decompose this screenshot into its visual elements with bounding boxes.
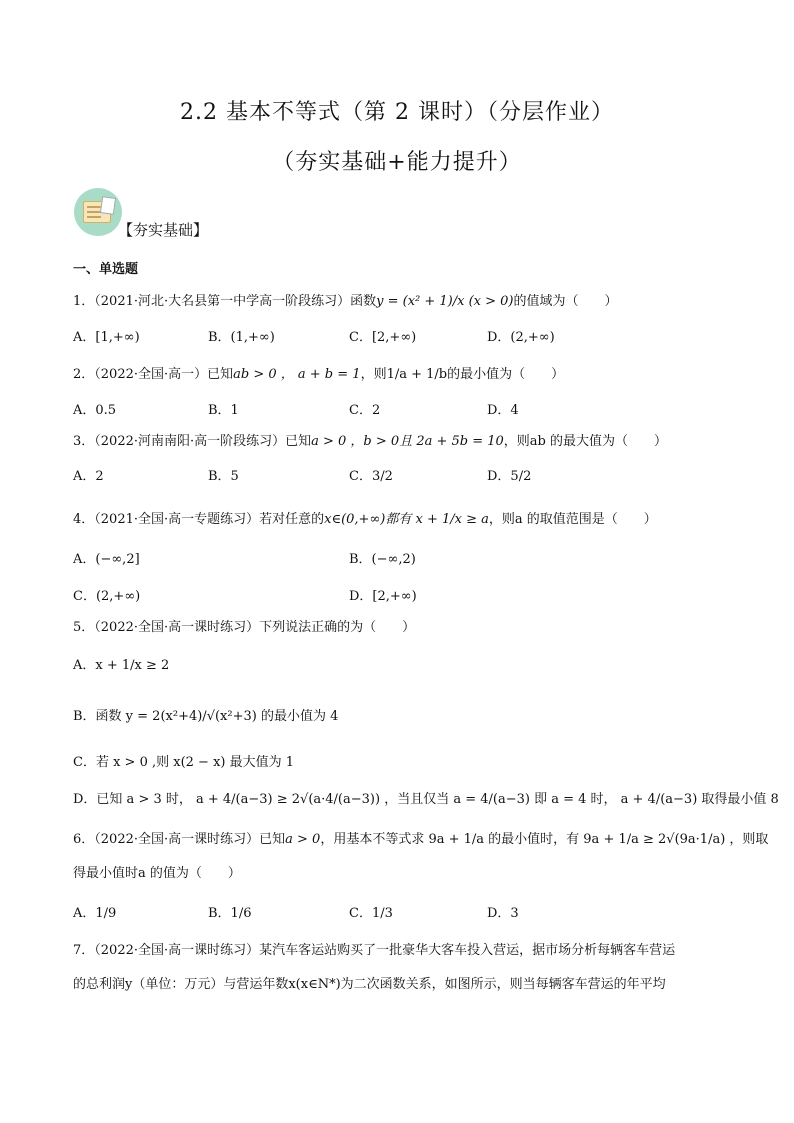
option-b: B．(−∞,2) — [349, 552, 416, 567]
question-2 — [73, 363, 564, 382]
math-expression: a > 0 — [285, 832, 321, 847]
math-expression: a > 0 ，b > 0且 2a + 5b = 10 — [311, 434, 504, 449]
question-6 — [73, 828, 768, 847]
option-c: C．1/3 — [349, 906, 393, 921]
option-d: D．(2,+∞) — [487, 330, 555, 345]
question-7-continued — [73, 973, 666, 992]
option-a: A．x + 1/x ≥ 2 — [73, 658, 170, 673]
question-1 — [73, 290, 618, 309]
math-expression: ab > 0 ， a + b = 1 — [233, 367, 361, 382]
section-heading: 一、单选题 — [73, 262, 139, 277]
question-text: ，则a 的取值范围是（ ） — [488, 512, 657, 527]
question-text: 4．（2021·全国·高一专题练习）若对任意的 — [73, 512, 325, 527]
notebook-icon — [74, 188, 122, 236]
option-a: A．2 — [73, 469, 104, 484]
option-d: D．5/2 — [487, 469, 532, 484]
option-c: C．(2,+∞) — [73, 589, 141, 604]
question-text: ，则ab 的最大值为（ ） — [503, 434, 668, 449]
paper-icon-part — [100, 196, 116, 215]
math-expression: y = (x² + 1)/x (x > 0) — [376, 294, 514, 309]
option-b: B．函数 y = 2(x²+4)/√(x²+3) 的最小值为 4 — [73, 709, 339, 724]
question-text: ，则1/a + 1/b的最小值为（ ） — [360, 367, 565, 382]
option-b: B．1 — [208, 403, 239, 418]
question-text: 5．（2022·全国·高一课时练习）下列说法正确的为（ ） — [73, 620, 416, 635]
math-expression: x∈(0,+∞)都有 x + 1/x ≥ a — [324, 512, 489, 527]
option-a: A．1/9 — [73, 906, 117, 921]
option-d: D．4 — [487, 403, 519, 418]
section-label: 【夯实基础】 — [118, 221, 209, 239]
option-b: B．1/6 — [208, 906, 252, 921]
question-text: 1．（2021·河北·大名县第一中学高一阶段练习）函数 — [73, 294, 377, 309]
document-subtitle: （夯实基础+能力提升） — [272, 150, 522, 175]
option-c: C．2 — [349, 403, 381, 418]
question-text: 的总利润y（单位：万元）与营运年数x(x∈N*)为二次函数关系，如图所示，则当每辆客车营运的年平均 — [73, 977, 666, 992]
question-text: 7．（2022·全国·高一课时练习）某汽车客运站购买了一批豪华大客车投入营运，据市场分析每辆客车营运 — [73, 943, 676, 958]
question-text: 得最小值时a 的值为（ ） — [73, 866, 241, 881]
option-c: C．[2,+∞) — [349, 330, 417, 345]
option-b: B．5 — [208, 469, 239, 484]
question-5 — [73, 616, 415, 635]
question-6-continued — [73, 862, 241, 881]
option-b: B．(1,+∞) — [208, 330, 275, 345]
option-d: D．3 — [487, 906, 519, 921]
document-title: 2.2 基本不等式（第 2 课时）（分层作业） — [180, 100, 614, 125]
question-text: 3．（2022·河南南阳·高一阶段练习）已知 — [73, 434, 312, 449]
option-d: D．[2,+∞) — [349, 589, 417, 604]
question-text: ，用基本不等式求 9a + 1/a 的最小值时，有 9a + 1/a ≥ 2√(9a·1/a) ，则取 — [320, 832, 769, 847]
question-text: 6．（2022·全国·高一课时练习）已知 — [73, 832, 286, 847]
question-4 — [73, 508, 657, 527]
option-c: C．若 x > 0 ,则 x(2 − x) 最大值为 1 — [73, 755, 295, 770]
option-a: A．0.5 — [73, 403, 117, 418]
option-d: D．已知 a > 3 时， a + 4/(a−3) ≥ 2√(a·4/(a−3)) ，当且仅当 a = 4/(a−3) 即 a = 4 时， a + 4/(a−3) 取得最小值 8 — [73, 792, 779, 807]
option-c: C．3/2 — [349, 469, 393, 484]
question-7 — [73, 939, 675, 958]
option-a: A．[1,+∞) — [73, 330, 140, 345]
question-text: 2．（2022·全国·高一）已知 — [73, 367, 234, 382]
question-text: 的值域为（ ） — [513, 294, 618, 309]
question-3 — [73, 430, 667, 449]
option-a: A．(−∞,2] — [73, 552, 140, 567]
